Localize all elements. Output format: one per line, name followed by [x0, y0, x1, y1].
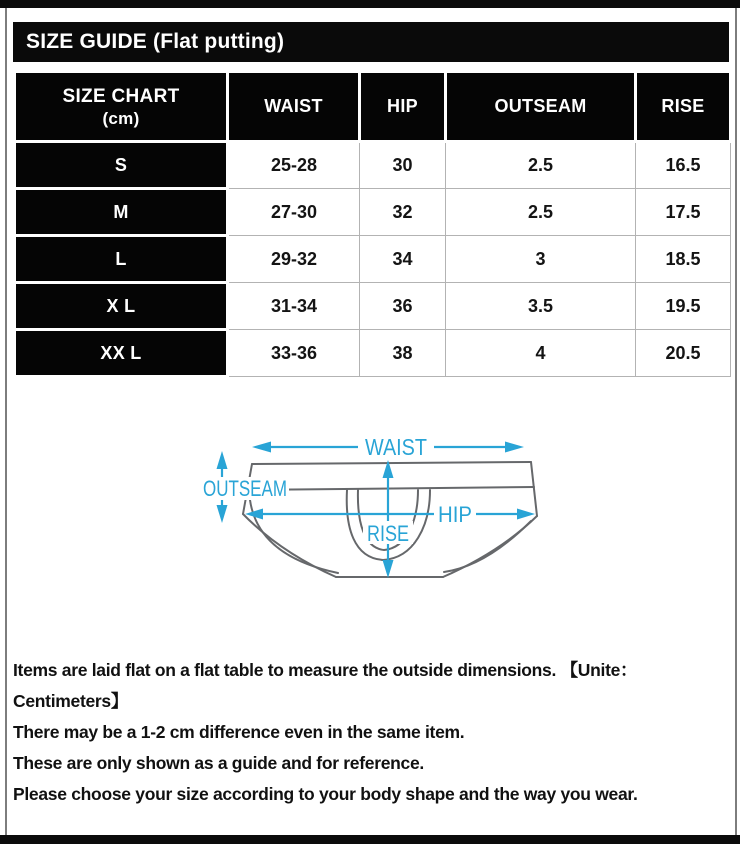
hip-cell: 32: [360, 189, 446, 236]
rise-cell: 18.5: [636, 236, 731, 283]
header-size-chart-line1: SIZE CHART: [62, 85, 180, 107]
outseam-label: OUTSEAM: [203, 476, 287, 501]
hip-label: HIP: [438, 502, 472, 527]
measurement-diagram: [13, 408, 729, 638]
waist-arrowhead-left-icon: [252, 442, 271, 453]
header-rise: RISE: [636, 72, 731, 142]
header-outseam: OUTSEAM: [446, 72, 636, 142]
left-border-line: [5, 8, 7, 835]
content-area: [13, 0, 729, 810]
hip-arrowhead-right-icon: [517, 509, 535, 520]
note-line: There may be a 1-2 cm difference even in the same item.: [13, 722, 465, 742]
outseam-cell: 3.5: [446, 283, 636, 330]
outseam-cell: 2.5: [446, 189, 636, 236]
table-row: [15, 283, 731, 330]
waist-arrowhead-right-icon: [505, 442, 524, 453]
outseam-cell: 2.5: [446, 142, 636, 189]
title-bar: [13, 22, 729, 62]
outseam-arrowhead-up-icon: [217, 451, 228, 469]
size-chart-table: [13, 70, 732, 378]
hip-cell: 38: [360, 330, 446, 377]
hip-cell: 36: [360, 283, 446, 330]
table-row: [15, 142, 731, 189]
header-size-chart-line2: (cm): [102, 108, 140, 128]
hip-cell: 34: [360, 236, 446, 283]
waist-label: WAIST: [365, 434, 427, 460]
waistband-top-line: [252, 462, 531, 464]
measurement-notes: [13, 655, 729, 810]
note-line: Please choose your size according to your body shape and the way you wear.: [13, 784, 638, 804]
bottom-border-bar: [0, 835, 740, 844]
size-cell: S: [15, 142, 228, 189]
waist-cell: 27-30: [228, 189, 360, 236]
note-line: These are only shown as a guide and for reference.: [13, 753, 424, 773]
table-header-row: [15, 72, 731, 142]
header-waist: WAIST: [228, 72, 360, 142]
table-row: [15, 189, 731, 236]
page-title: SIZE GUIDE (Flat putting): [26, 30, 285, 53]
size-cell: L: [15, 236, 228, 283]
table-row: [15, 330, 731, 377]
waist-cell: 29-32: [228, 236, 360, 283]
header-size-chart: [15, 72, 228, 142]
waist-cell: 31-34: [228, 283, 360, 330]
table-row: [15, 236, 731, 283]
size-cell: M: [15, 189, 228, 236]
note-line: Centimeters】: [13, 691, 129, 711]
waistband-seam-line: [248, 487, 534, 490]
outseam-cell: 4: [446, 330, 636, 377]
outseam-arrowhead-down-icon: [217, 505, 228, 523]
outseam-cell: 3: [446, 236, 636, 283]
hip-arrow: [245, 509, 535, 520]
size-cell: X L: [15, 283, 228, 330]
right-leg-seam-curve: [444, 521, 531, 572]
hip-cell: 30: [360, 142, 446, 189]
header-hip: HIP: [360, 72, 446, 142]
size-cell: XX L: [15, 330, 228, 377]
rise-cell: 16.5: [636, 142, 731, 189]
rise-cell: 20.5: [636, 330, 731, 377]
right-edge-line: [531, 462, 537, 516]
left-leg-seam-curve: [250, 500, 338, 573]
waist-cell: 25-28: [228, 142, 360, 189]
rise-arrowhead-down-icon: [383, 560, 394, 578]
right-border-line: [735, 8, 737, 835]
rise-cell: 19.5: [636, 283, 731, 330]
note-line: Items are laid flat on a flat table to measure the outside dimensions. 【Unite：: [13, 660, 638, 680]
rise-label: RISE: [367, 521, 409, 546]
rise-cell: 17.5: [636, 189, 731, 236]
rise-arrow: [383, 460, 394, 578]
waist-cell: 33-36: [228, 330, 360, 377]
